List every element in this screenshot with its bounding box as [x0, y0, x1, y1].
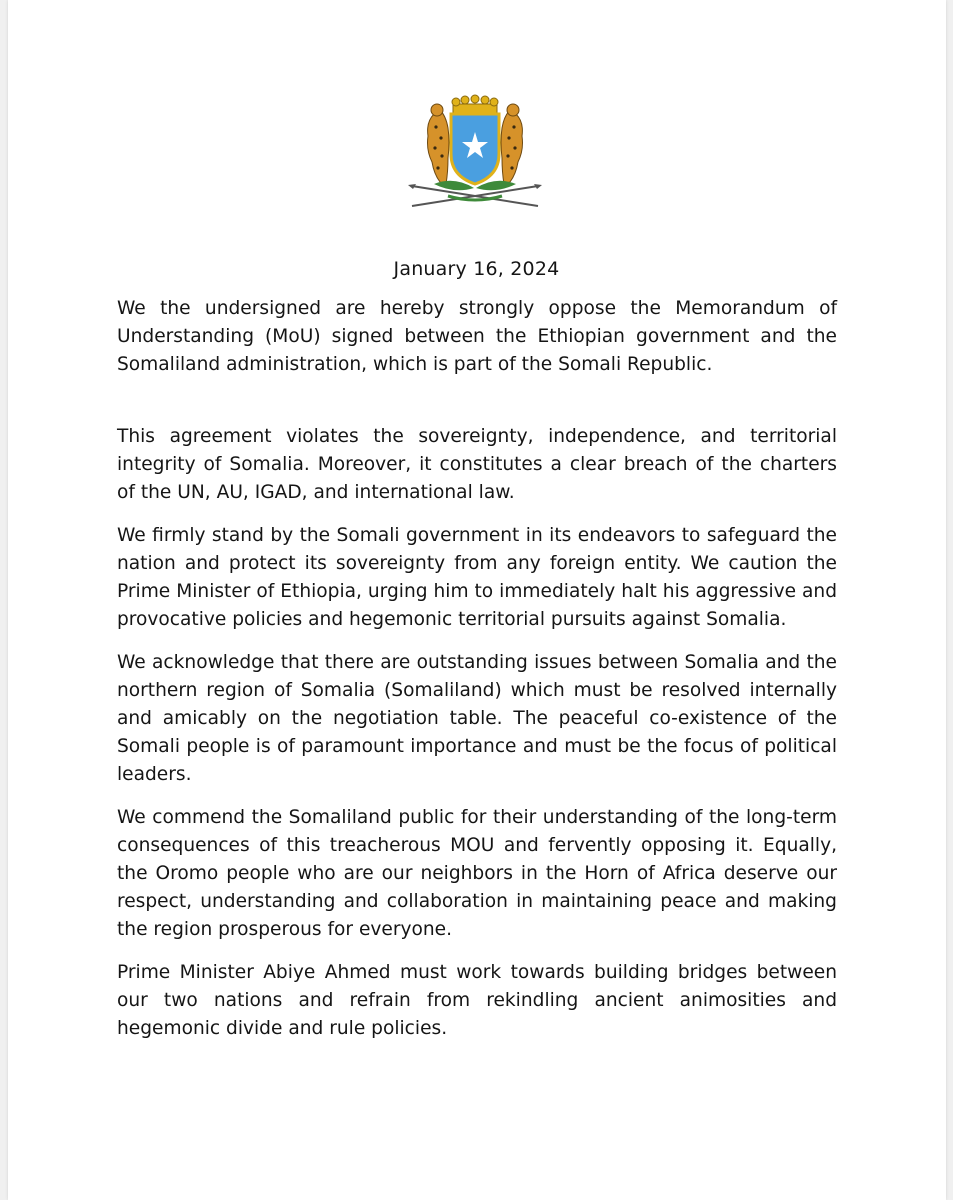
paragraph-demand: Prime Minister Abiye Ahmed must work towards building bridges between our two nations and refrain from rekindling ancient animosities and hegemonic divide and rule policies.	[117, 962, 837, 1039]
left-leopard-icon	[428, 104, 450, 184]
letter-body	[117, 295, 837, 1058]
crown-icon	[452, 95, 498, 113]
paragraph-opposition: We the undersigned are hereby strongly oppose the Memorandum of Understanding (MoU) signed between the Ethiopian government and the Somaliland administration, which is part of the Somali Republic.	[117, 298, 837, 375]
right-leopard-icon	[501, 104, 523, 184]
paragraph-violation: This agreement violates the sovereignty, independence, and territorial integrity of Somalia. Moreover, it constitutes a clear breach of the charters of the UN, AU, IGAD, and international law.	[117, 426, 837, 503]
coat-of-arms-emblem	[404, 92, 546, 214]
paragraph-support: We firmly stand by the Somali government in its endeavors to safeguard the nation and protect its sovereignty from any foreign entity. We caution the Prime Minister of Ethiopia, urging him to immediately halt his aggressive and provocative policies and hegemonic territorial pursuits against Somalia.	[117, 525, 837, 630]
paragraph-commendation: We commend the Somaliland public for their understanding of the long-term consequences of this treacherous MOU and fervently opposing it. Equally, the Oromo people who are our neighbors in the Horn of Africa deserve our respect, understanding and collaboration in maintaining peace and making the region prosperous for everyone.	[117, 807, 837, 940]
letter-date: January 16, 2024	[393, 258, 560, 280]
crossed-spears-icon	[408, 184, 542, 206]
paragraph-acknowledgement: We acknowledge that there are outstanding issues between Somalia and the northern region of Somalia (Somaliland) which must be resolved internally and amicably on the negotiation table. The peaceful co-existence of the Somali people is of paramount importance and must be the focus of political leaders.	[117, 652, 837, 785]
